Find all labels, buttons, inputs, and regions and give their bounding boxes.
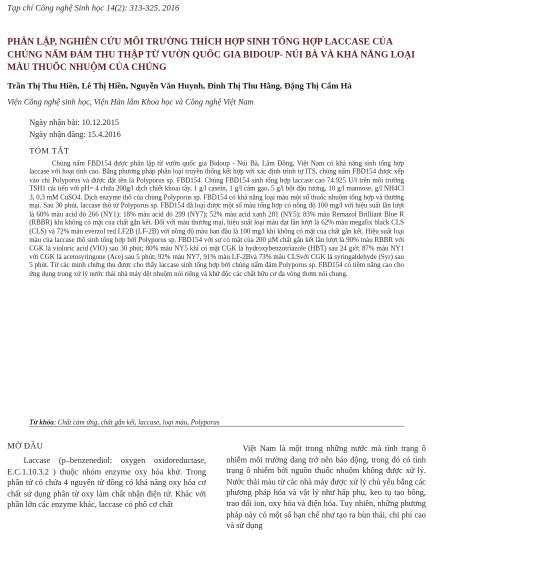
introduction-left-column (7, 456, 206, 511)
accepted-date: Ngày nhận đăng: 15.4.2016 (29, 130, 121, 140)
abstract-heading: TÓM TẮT (29, 146, 70, 156)
introduction-paragraph-right: Việt Nam là một trong những nước mà tình trạng ô nhiễm môi trường đang trở nên báo động, trong đó có tình trạng ô nhiễm bởi nguồn thuốc nhuộm không được xử lý. Nước thải màu từ các nhà máy được xử lý chủ yếu bằng các phương pháp hóa và vật lý như hấp phụ, keo tụ tạo bông, trao đổi ion, oxy hóa và điện hóa. Tuy nhiên, những phương pháp này có một số hạn chế như tạo ra bùn thải, chi phí cao và sử dụng (226, 444, 426, 531)
abstract-body (29, 159, 404, 278)
author-list: Trần Thị Thu Hiền, Lê Thị Hiền, Nguyễn Văn Huynh, Đinh Thị Thu Hằng, Đặng Thị Cẩm Hà (7, 81, 352, 91)
abstract-paragraph: Chủng nấm FBD154 được phân lập từ vườn quốc gia Bidoup - Núi Bà, Lâm Đồng, Việt Nam có khả năng sinh tổng hợp laccase với hoạt tính cao. Bằng phương pháp phân loại truyền thống kết hợp với xác định trình tự ITS, chủng nấm FBD154 được xếp vào chi Polyporus và được đặt tên là Polyporus sp. FBD154. Chủng FBD154 sinh tổng hợp laccase cao 74.925 U/l trên môi trường TSH1 cải tiến với pH= 4 chứa 200g/l dịch chiết khoai tây, 1 g/l casein, 1 g/l cám gạo, 5 g/l bột đậu tương, 10 g/l mannose, g/l NH4Cl 3, 0,3 mM CuSO4. Dịch enzyme thô của chủng Polyporus sp. FBD154 có khả năng loại màu một số thuốc nhuộm tổng hợp và thương mại. Sau 30 phút, laccase thô từ Polyporus sp. FBD154 đã loại được một số màu tổng hợp có nồng độ 100 mg/l với hiệu suất lần lượt là 60% màu acid đỏ 266 (NY1); 18% màu acid đỏ 299 (NY7); 52% màu acid xanh 281 (NY5); 83% màu Remazol Brilliant Blue R (RBBR) khi không có mặt của chất gắn kết. Đối với màu thương mại, hiệu suất loại màu đạt lần lượt là 62% màu megafix black CLS (CLS) và 72% màu everzol red LF2B (LF-2B) với nồng độ màu ban đầu là 100 mg/l khi không có mặt của chất gắn kết. Hiệu suất loại màu của laccase thô sinh tổng hợp bởi Polyporus sp. FBD154 với sự có mặt của 200 µM chất gắn kết lần lượt là 90% màu RBBR với CGK là violuric acid (VIO) sau 30 phút; 80% màu NY5 khi có mặt CGK là hydroxybenzotriazole (HBT) sau 24 giờ; 87% màu NY1 với CGK là acetosyringone (Ace) sau 5 phút; 92% màu NY7, 91% màu LF-2Bvà 73% màu CLSvới CGK là syringaldehyde (Syr) sau 5 phút. Từ các minh chứng thu được cho thấy laccase sinh tổng hợp bởi chủng nấm đảm Polyporus sp. FBD154 có tiềm năng cao cho ứng dụng trong xử lý nước thải nhà máy dệt nhuộm nói riêng và khử độc các chất hữu cơ đa vòng thơm nói chung. (29, 159, 405, 278)
introduction-right-column (226, 444, 426, 532)
submission-dates (29, 118, 121, 142)
keywords-label: Từ khóa (29, 417, 54, 426)
author-affiliation: Viện Công nghệ sinh học, Viện Hàn lâm Khoa học và Công nghệ Việt Nam (7, 98, 254, 108)
introduction-heading: MỞ ĐẦU (7, 442, 44, 452)
introduction-paragraph-left: Laccase (p–benzenediol: oxygen oxidoreductase, E.C.1.10.3.2 ) thuộc nhóm enzyme oxy hóa khử. Trong phân tử có chứa 4 nguyên tử đồng có khả năng oxy hóa cơ chất sử dụng phân tử oxy làm chất nhận điện tử. Khác với phần lớn các enzyme khác, laccase có phổ cơ chất (7, 456, 207, 510)
received-date: Ngày nhận bài: 10.12.2015 (29, 118, 119, 128)
keywords-line (29, 418, 219, 426)
section-divider (29, 426, 404, 427)
journal-citation: Tạp chí Công nghệ Sinh học 14(2): 313-325, 2016 (7, 4, 180, 13)
article-title: PHÂN LẬP, NGHIÊN CỨU MÔI TRƯỜNG THÍCH HỢP SINH TỔNG HỢP LACCASE CỦA CHỦNG NẤM ĐẢM THU THẬP TỪ VƯỜN QUỐC GIA BIDOUP- NÚI BÀ VÀ KHẢ NĂNG LOẠI MÀU THUỐC NHUỘM CỦA CHÚNG (7, 36, 415, 73)
keywords-text: : Chất cảm ứng, chất gắn kết, laccase, loại màu, Polyporus (53, 417, 220, 426)
